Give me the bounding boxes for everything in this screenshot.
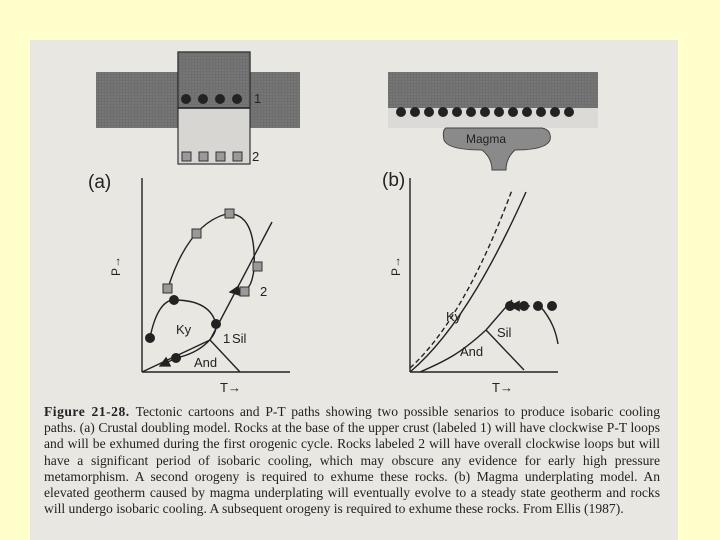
rock-label-2: 2 — [252, 149, 260, 164]
dot-marker — [505, 301, 515, 311]
square-marker — [225, 209, 234, 218]
field-sil-a: Sil — [232, 331, 247, 346]
field-and-a: And — [194, 355, 218, 370]
pt-diagram-b — [410, 178, 558, 372]
field-and-b: And — [460, 344, 484, 359]
square-marker — [253, 262, 262, 271]
dot-marker — [211, 319, 221, 329]
dot-marker — [145, 333, 155, 343]
pt-diagram-a — [142, 178, 290, 372]
square-marker — [192, 229, 201, 238]
figure-number: Figure 21-28. — [44, 404, 130, 419]
dot-marker — [547, 301, 557, 311]
dot-marker — [533, 301, 543, 311]
panel-a-label: (a) — [88, 172, 112, 193]
x-axis-label-a: T→ — [220, 380, 241, 395]
square-marker — [163, 284, 172, 293]
magma-underplating-cartoon — [388, 72, 598, 170]
caption-text: Tectonic cartoons and P-T paths showing two possible senarios to produce isobaric cooling paths. (a) Crustal doubling model. Rocks at the base of the upper crust (labeled 1) will have clockwise P-T loops and will be exhumed during the first orogenic cycle. Rocks labeled 2 will have overall clockwise loops but will have a significant period of isobaric cooling, which may obscure any evidence for early high pressure metamorphism. A second orogeny is required to exhume these rocks. (b) Magma underplating model. An elevated geotherm caused by magma underplating will eventually evolve to a steady state geotherm and rocks will undergo isobaric cooling. A subsequent orogeny is required to exhume these rocks. From Ellis (1987). — [44, 404, 660, 517]
magma-label: Magma — [466, 132, 507, 146]
crustal-doubling-cartoon — [96, 52, 300, 164]
path-label-1: 1 — [223, 331, 231, 346]
field-ky-a: Ky — [176, 322, 192, 337]
y-axis-label-a: P→ — [109, 255, 123, 276]
steady-geotherm — [540, 306, 558, 344]
dot-marker — [171, 353, 181, 363]
dot-marker — [169, 295, 179, 305]
path-markers-b — [505, 301, 557, 311]
x-axis-label-b: T→ — [492, 380, 513, 395]
field-sil-b: Sil — [497, 325, 512, 340]
y-axis-label-b: P→ — [389, 255, 403, 276]
path-label-2: 2 — [260, 284, 268, 299]
panel-b-label: (b) — [382, 170, 406, 191]
field-ky-b: Ky — [446, 309, 462, 324]
figure-caption — [44, 404, 660, 517]
dot-marker — [519, 301, 529, 311]
rock-label-1: 1 — [254, 91, 262, 106]
clockwise-loop-2 — [168, 214, 254, 290]
square-marker — [240, 287, 249, 296]
